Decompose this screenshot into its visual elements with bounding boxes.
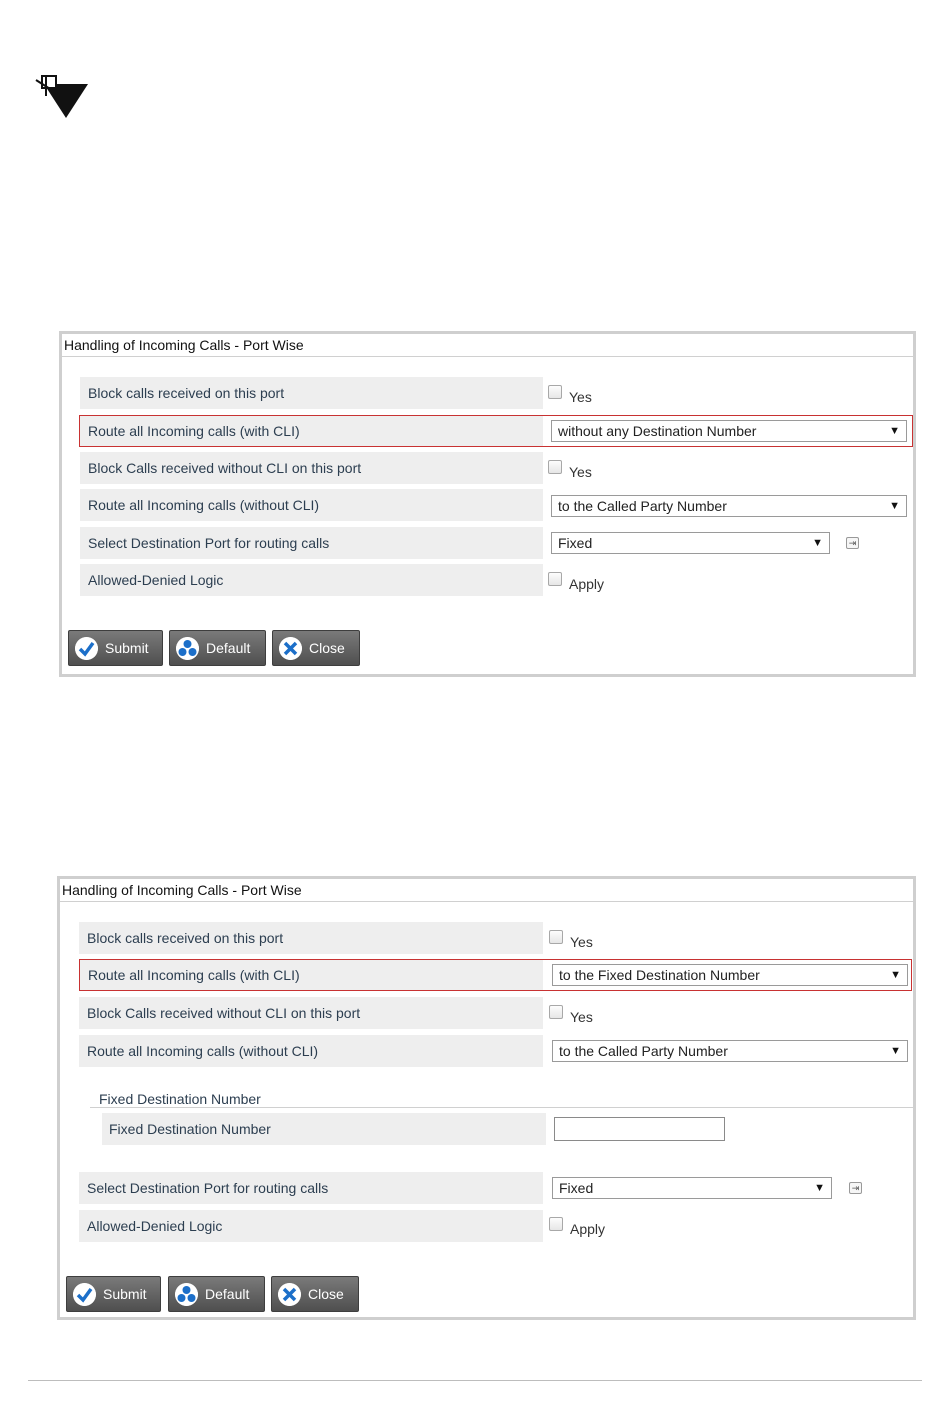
note-pen-icon: [34, 72, 90, 120]
triangle-down-icon: ▼: [890, 1045, 901, 1057]
dest-port-label: Select Destination Port for routing calls: [80, 527, 543, 559]
dest-port-select[interactable]: [551, 532, 830, 554]
x-circle-icon: [278, 1283, 301, 1306]
block-without-cli-label: Block Calls received without CLI on this port: [79, 997, 543, 1029]
route-without-cli-select[interactable]: [552, 1040, 908, 1062]
block-without-cli-checkbox-label: Yes: [570, 1009, 593, 1025]
default-label: Default: [206, 640, 251, 656]
route-with-cli-value: without any Destination Number: [558, 423, 757, 439]
route-without-cli-value: to the Called Party Number: [558, 498, 727, 514]
block-calls-checkbox-label: Yes: [570, 934, 593, 950]
dest-port-value: Fixed: [559, 1180, 594, 1196]
block-without-cli-label: Block Calls received without CLI on this port: [80, 452, 543, 484]
route-with-cli-select[interactable]: [551, 420, 907, 442]
block-calls-label: Block calls received on this port: [80, 377, 543, 409]
submit-label: Submit: [105, 640, 149, 656]
default-button[interactable]: [168, 1276, 265, 1312]
title-divider: [62, 356, 913, 357]
route-without-cli-label: Route all Incoming calls (without CLI): [80, 489, 543, 521]
allowed-denied-checkbox[interactable]: [549, 1217, 563, 1231]
block-without-cli-checkbox[interactable]: [549, 1005, 563, 1019]
block-calls-checkbox-label: Yes: [569, 389, 592, 405]
route-with-cli-value: to the Fixed Destination Number: [559, 967, 760, 983]
incoming-calls-panel-1: [59, 331, 916, 677]
cluster-icon: [175, 1283, 198, 1306]
block-calls-label: Block calls received on this port: [79, 922, 543, 954]
panel-title: Handling of Incoming Calls - Port Wise: [62, 882, 302, 898]
block-calls-checkbox[interactable]: [549, 930, 563, 944]
default-button[interactable]: [169, 630, 266, 666]
incoming-calls-panel-2: [57, 876, 916, 1320]
cluster-icon: [176, 637, 199, 660]
triangle-down-icon: ▼: [889, 425, 900, 437]
triangle-down-icon: ▼: [812, 537, 823, 549]
allowed-denied-label: Allowed-Denied Logic: [80, 564, 543, 596]
block-calls-checkbox[interactable]: [548, 385, 562, 399]
fixed-destination-label: Fixed Destination Number: [102, 1113, 546, 1145]
close-label: Close: [309, 640, 345, 656]
dest-port-label: Select Destination Port for routing calls: [79, 1172, 543, 1204]
triangle-down-icon: ▼: [889, 500, 900, 512]
default-label: Default: [205, 1286, 250, 1302]
submit-button[interactable]: [68, 630, 163, 666]
submit-label: Submit: [103, 1286, 147, 1302]
arrow-into-box-icon[interactable]: ⇥: [849, 1182, 862, 1194]
block-without-cli-checkbox-label: Yes: [569, 464, 592, 480]
route-with-cli-select[interactable]: [552, 964, 908, 986]
footer-divider: [28, 1380, 922, 1381]
allowed-denied-checkbox[interactable]: [548, 572, 562, 586]
route-with-cli-label: Route all Incoming calls (with CLI): [80, 960, 543, 990]
dest-port-value: Fixed: [558, 535, 593, 551]
section-divider: [90, 1107, 913, 1108]
panel-title: Handling of Incoming Calls - Port Wise: [64, 337, 304, 353]
check-circle-icon: [73, 1283, 96, 1306]
route-without-cli-select[interactable]: [551, 495, 907, 517]
title-divider: [60, 901, 913, 902]
block-without-cli-checkbox[interactable]: [548, 460, 562, 474]
route-without-cli-label: Route all Incoming calls (without CLI): [79, 1035, 543, 1067]
close-label: Close: [308, 1286, 344, 1302]
route-with-cli-label: Route all Incoming calls (with CLI): [80, 416, 543, 446]
route-without-cli-value: to the Called Party Number: [559, 1043, 728, 1059]
triangle-down-icon: ▼: [814, 1182, 825, 1194]
close-button[interactable]: [272, 630, 360, 666]
allowed-denied-checkbox-label: Apply: [570, 1221, 606, 1237]
check-circle-icon: [75, 637, 98, 660]
submit-button[interactable]: [66, 1276, 161, 1312]
fixed-destination-section-title: Fixed Destination Number: [99, 1091, 261, 1107]
allowed-denied-label: Allowed-Denied Logic: [79, 1210, 543, 1242]
close-button[interactable]: [271, 1276, 359, 1312]
fixed-destination-input[interactable]: [554, 1117, 725, 1141]
allowed-denied-checkbox-label: Apply: [569, 576, 605, 592]
arrow-into-box-icon[interactable]: ⇥: [846, 537, 859, 549]
dest-port-select[interactable]: [552, 1177, 832, 1199]
x-circle-icon: [279, 637, 302, 660]
triangle-down-icon: ▼: [890, 969, 901, 981]
